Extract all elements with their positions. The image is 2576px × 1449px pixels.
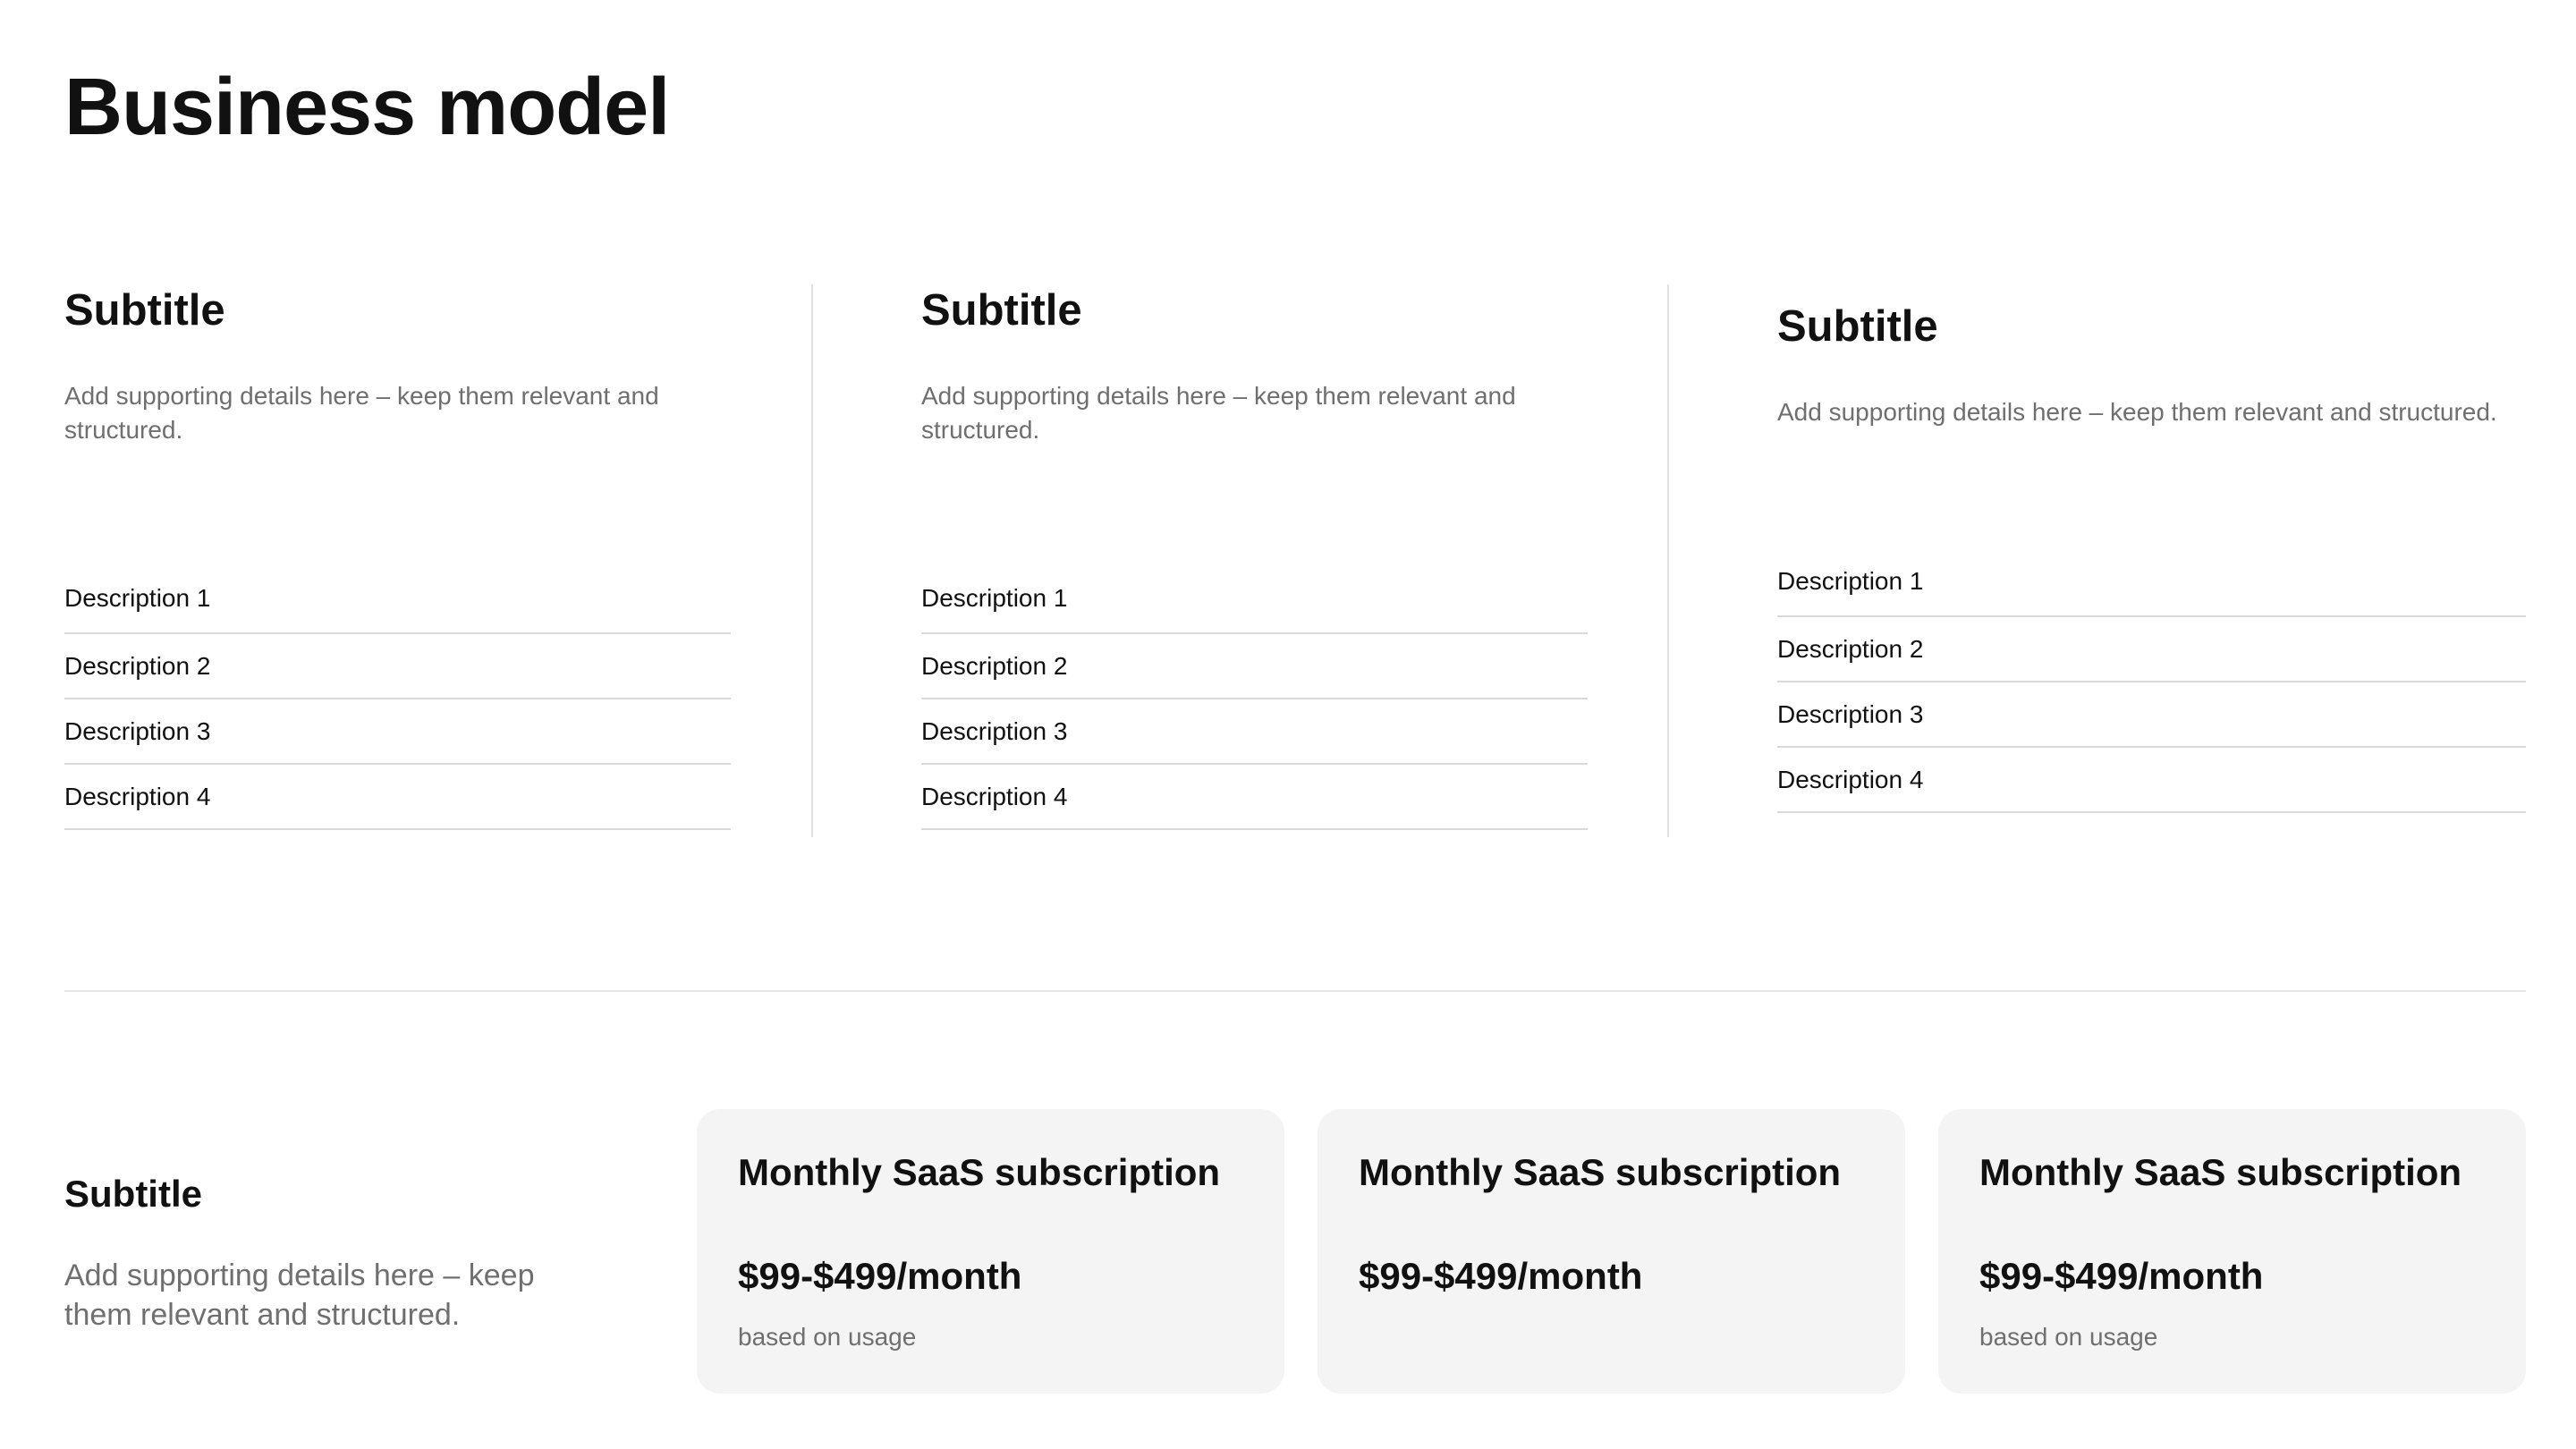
description-item: Description 4 bbox=[1777, 748, 2526, 813]
description-item: Description 1 bbox=[1777, 550, 2526, 617]
pricing-card bbox=[1938, 1109, 2526, 1394]
pricing-card-title: Monthly SaaS subscription bbox=[738, 1151, 1221, 1193]
pricing-card-title: Monthly SaaS subscription bbox=[1979, 1151, 2462, 1193]
column-subtitle: Subtitle bbox=[64, 286, 225, 335]
pricing-card-price: $99-$499/month bbox=[1359, 1255, 1643, 1297]
description-list bbox=[1777, 550, 2526, 813]
column-supporting-text: Add supporting details here – keep them relevant and structured. bbox=[921, 382, 1516, 444]
pricing-card bbox=[1318, 1109, 1905, 1394]
description-item: Description 1 bbox=[64, 567, 731, 634]
description-item: Description 4 bbox=[64, 765, 731, 830]
column-supporting-text: Add supporting details here – keep them relevant and structured. bbox=[64, 382, 659, 444]
description-item: Description 3 bbox=[1777, 682, 2526, 748]
description-list bbox=[921, 567, 1588, 830]
pricing-card-note: based on usage bbox=[1979, 1323, 2158, 1351]
pricing-card-price: $99-$499/month bbox=[738, 1255, 1022, 1297]
column-subtitle: Subtitle bbox=[921, 286, 1082, 335]
column-divider bbox=[1667, 284, 1669, 837]
description-item: Description 2 bbox=[921, 634, 1588, 699]
description-item: Description 3 bbox=[64, 699, 731, 765]
description-item: Description 1 bbox=[921, 567, 1588, 634]
column-supporting-text: Add supporting details here – keep them relevant and structured. bbox=[1777, 398, 2497, 426]
description-item: Description 3 bbox=[921, 699, 1588, 765]
column-divider bbox=[811, 284, 813, 837]
pricing-card bbox=[697, 1109, 1284, 1394]
pricing-card-title: Monthly SaaS subscription bbox=[1359, 1151, 1842, 1193]
pricing-card-note: based on usage bbox=[738, 1323, 917, 1351]
description-item: Description 4 bbox=[921, 765, 1588, 830]
page-title: Business model bbox=[64, 63, 670, 152]
section-divider bbox=[64, 990, 2526, 992]
column-subtitle: Subtitle bbox=[1777, 302, 1938, 351]
description-item: Description 2 bbox=[64, 634, 731, 699]
pricing-card-price: $99-$499/month bbox=[1979, 1255, 2264, 1297]
description-item: Description 2 bbox=[1777, 617, 2526, 682]
description-list bbox=[64, 567, 731, 830]
pricing-supporting-text: Add supporting details here – keep them relevant and structured. bbox=[64, 1258, 535, 1332]
pricing-subtitle: Subtitle bbox=[64, 1173, 202, 1215]
